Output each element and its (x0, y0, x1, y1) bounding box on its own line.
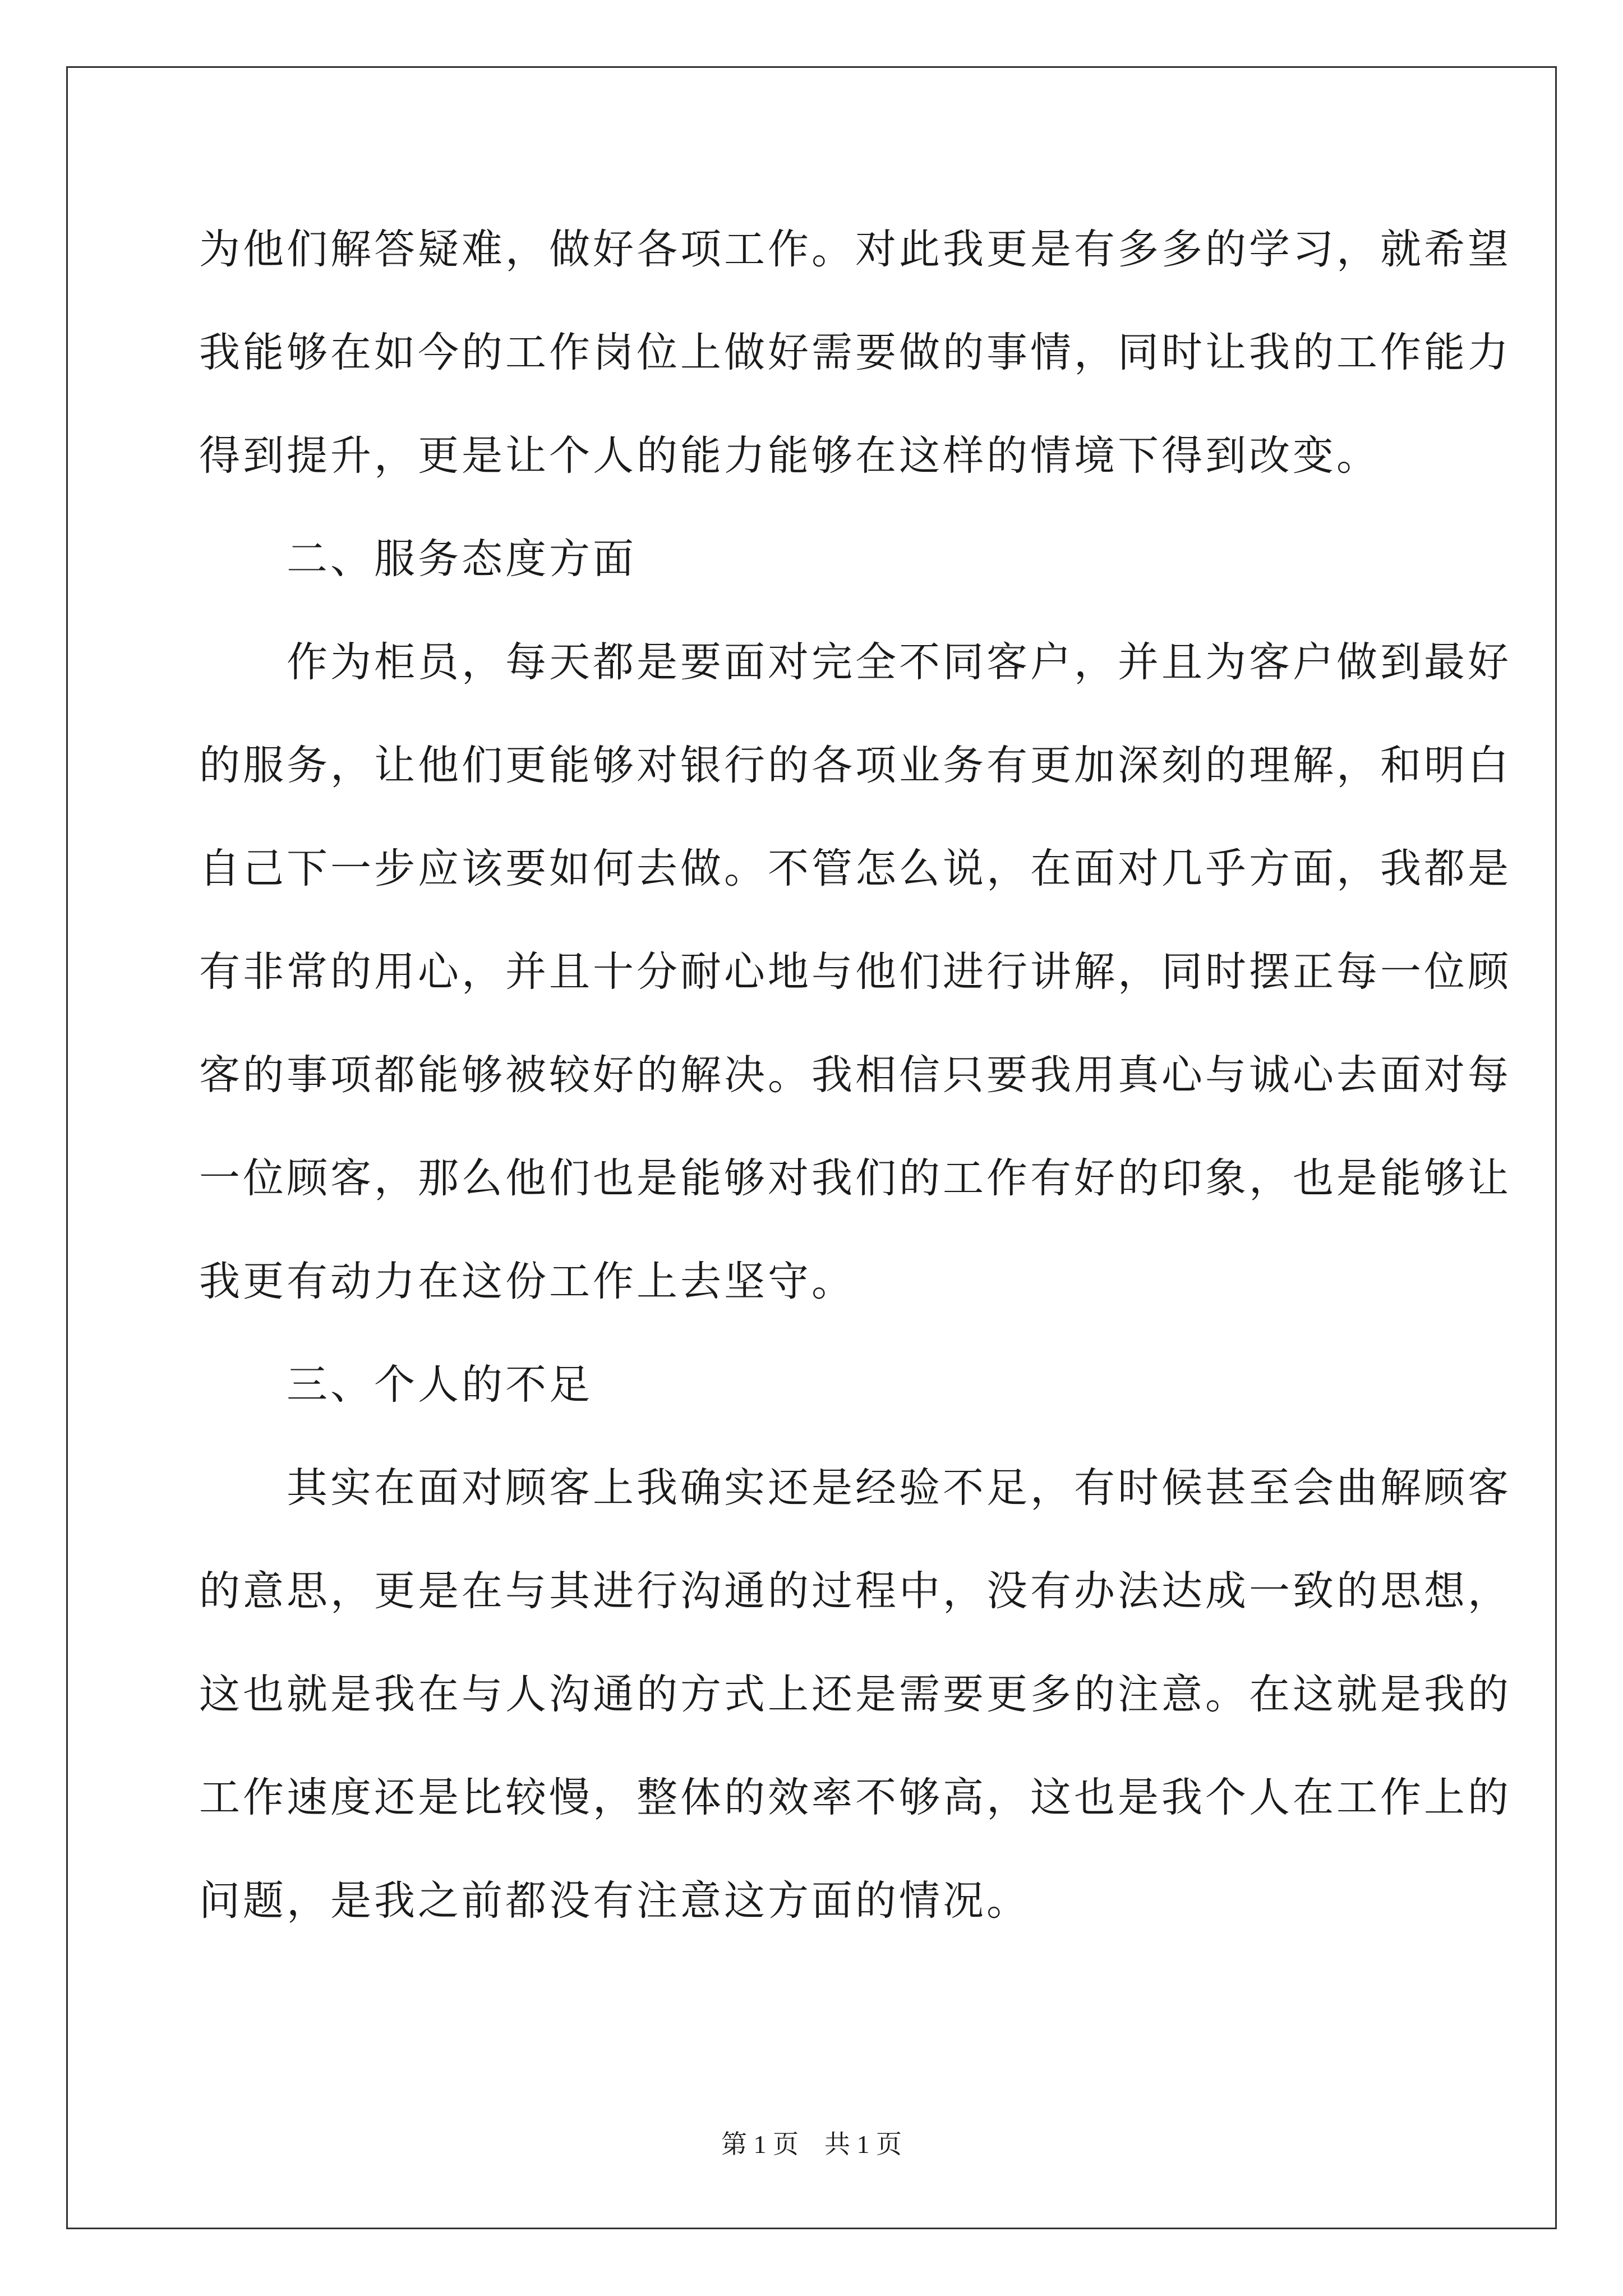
section-heading: 三、个人的不足 (199, 1361, 593, 1409)
text-line: 得到提升，更是让个人的能力能够在这样的情境下得到改变。 (199, 432, 1380, 480)
page-number: 第 1 页 共 1 页 (721, 2130, 902, 2159)
text-line: 我能够在如今的工作岗位上做好需要做的事情，同时让我的工作能力 (199, 329, 1511, 376)
text-line: 的服务，让他们更能够对银行的各项业务有更加深刻的理解，和明白 (199, 742, 1511, 789)
document-body (199, 219, 1511, 1973)
text-line: 问题，是我之前都没有注意这方面的情况。 (199, 1877, 1030, 1925)
text-line: 我更有动力在这份工作上去坚守。 (199, 1258, 855, 1305)
text-line: 客的事项都能够被较好的解决。我相信只要我用真心与诚心去面对每 (199, 1051, 1511, 1099)
text-line: 工作速度还是比较慢，整体的效率不够高，这也是我个人在工作上的 (199, 1774, 1511, 1821)
text-line: 这也就是我在与人沟通的方式上还是需要更多的注意。在这就是我的 (199, 1671, 1511, 1718)
text-line: 其实在面对顾客上我确实还是经验不足，有时候甚至会曲解顾客 (199, 1464, 1511, 1512)
text-line: 为他们解答疑难，做好各项工作。对此我更是有多多的学习，就希望 (199, 226, 1511, 273)
text-line: 有非常的用心，并且十分耐心地与他们进行讲解，同时摆正每一位顾 (199, 948, 1511, 996)
text-line: 一位顾客，那么他们也是能够对我们的工作有好的印象，也是能够让 (199, 1154, 1511, 1202)
text-line: 作为柜员，每天都是要面对完全不同客户，并且为客户做到最好 (199, 638, 1511, 686)
section-heading: 二、服务态度方面 (199, 535, 637, 583)
text-line: 的意思，更是在与其进行沟通的过程中，没有办法达成一致的思想， (199, 1567, 1511, 1615)
text-line: 自己下一步应该要如何去做。不管怎么说，在面对几乎方面，我都是 (199, 845, 1511, 892)
